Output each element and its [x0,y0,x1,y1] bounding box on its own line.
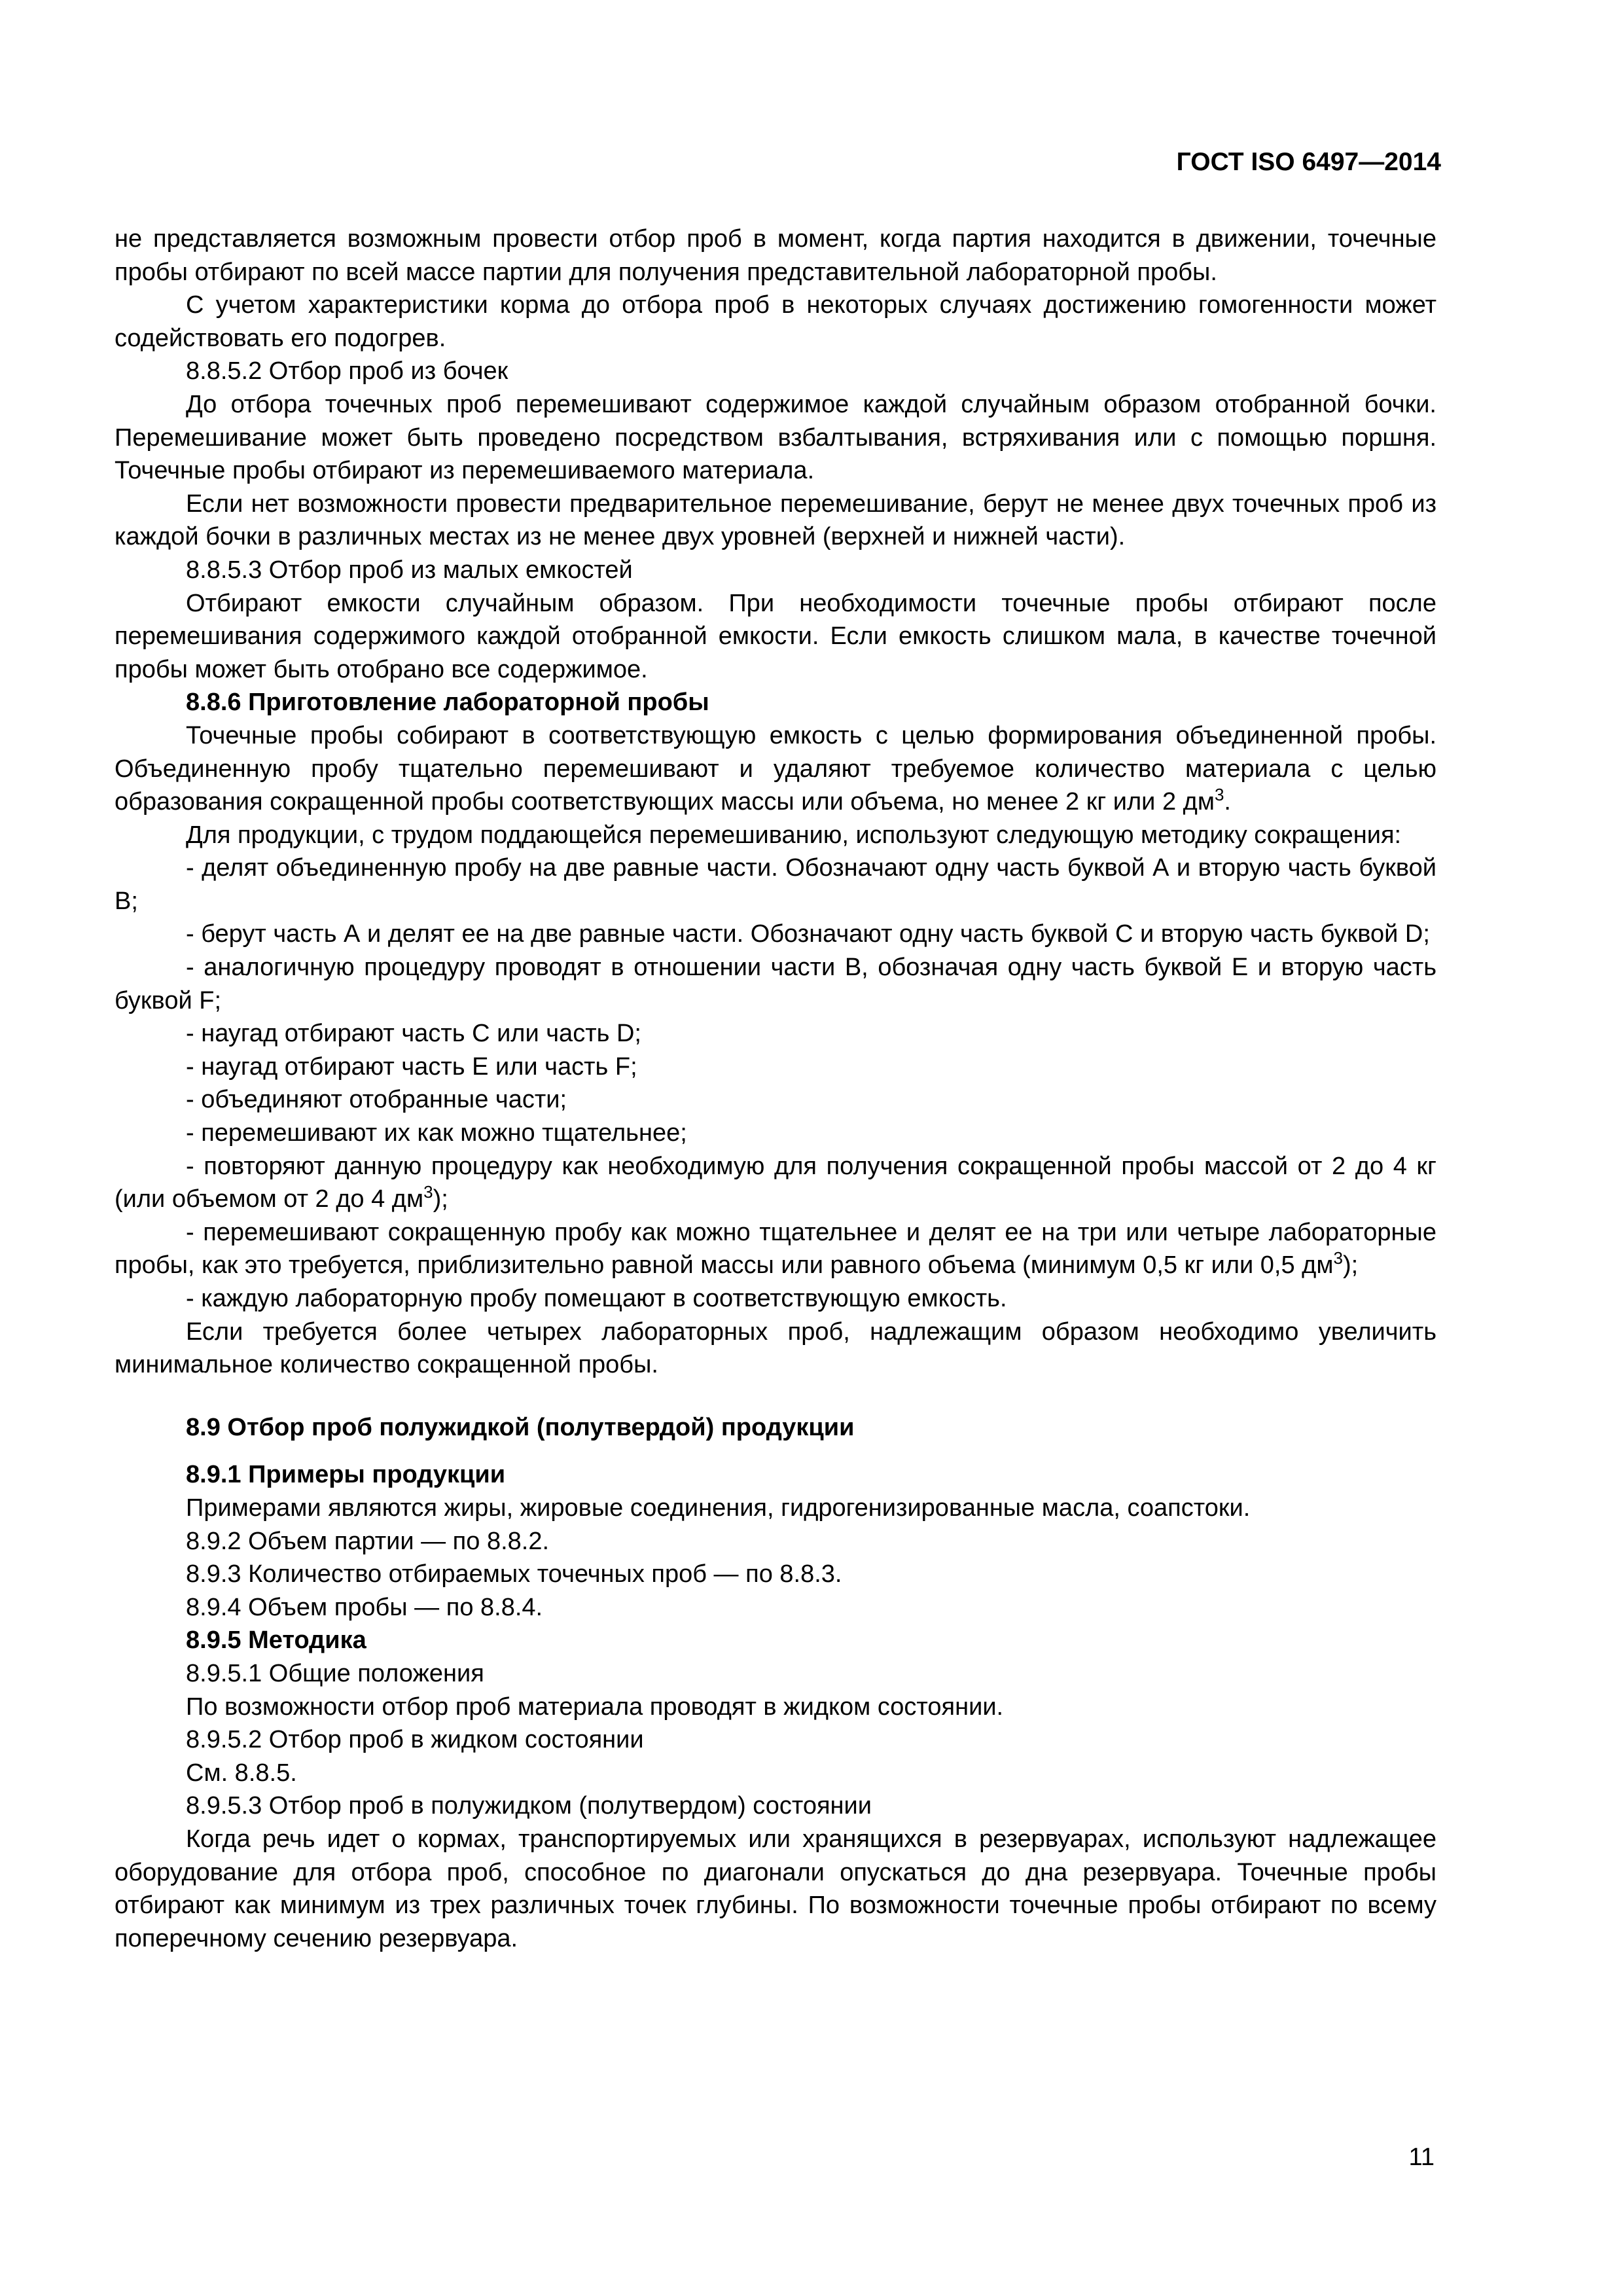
paragraph: Для продукции, с трудом поддающейся перемешиванию, используют следующую методику сокращения: [186,821,1402,849]
paragraph: Отбирают емкости случайным образом. При необходимости точечные пробы отбирают после перемешивания содержимого каждой отобранной емкости. Если емкость слишком мала, в качестве точечной пробы может быть отобрано все содержимое. [115,589,1436,683]
document-header: ГОСТ ISO 6497—2014 [1176,148,1441,176]
paragraph: С учетом характеристики корма до отбора проб в некоторых случаях достижению гомогенности может содействовать его подогрев. [115,291,1436,352]
paragraph: Если нет возможности провести предварительное перемешивание, берут не менее двух точечных проб из каждой бочки в различных местах из не менее двух уровней (верхней и нижней части). [115,490,1436,551]
subsection-heading: 8.9.5.1 Общие положения [186,1659,484,1687]
paragraph: До отбора точечных проб перемешивают содержимое каждой случайным образом отобранной бочки. Перемешивание может быть проведено посредством взбалтывания, встряхивания или с помощью поршня. Точечные пробы отбирают из перемешиваемого материала. [115,390,1436,485]
paragraph: Примерами являются жиры, жировые соединения, гидрогенизированные масла, соапстоки. [186,1494,1251,1522]
paragraph: Если требуется более четырех лабораторных проб, надлежащим образом необходимо увеличить минимальное количество сокращенной пробы. [115,1318,1436,1379]
list-item [115,1216,1436,1282]
paragraph: 8.9.2 Объем партии — по 8.8.2. [186,1527,550,1555]
subsection-heading: 8.8.5.2 Отбор проб из бочек [186,357,508,386]
superscript: 3 [1214,785,1224,805]
list-item: - делят объединенную пробу на две равные части. Обозначают одну часть буквой А и вторую часть буквой B; [115,854,1436,915]
list-item: - перемешивают их как можно тщательнее; [186,1119,687,1147]
section-heading: 8.9.5 Методика [186,1626,366,1655]
subsection-heading: 8.8.5.3 Отбор проб из малых емкостей [186,556,633,584]
paragraph: Когда речь идет о кормах, транспортируемых или хранящихся в резервуарах, используют надлежащее оборудование для отбора проб, способное по диагонали опускаться до дна резервуара. Точечные пробы отбирают как минимум из трех различных точек глубины. По возможности точечные пробы отбирают по всему поперечному сечению резервуара. [115,1825,1436,1952]
paragraph: См. 8.8.5. [186,1759,297,1787]
list-item: - берут часть А и делят ее на две равные части. Обозначают одну часть буквой С и вторую часть буквой D; [186,920,1430,948]
subsection-heading: 8.9.5.3 Отбор проб в полужидком (полутвердом) состоянии [186,1792,872,1820]
list-item [115,1150,1436,1216]
paragraph: не представляется возможным провести отбор проб в момент, когда партия находится в движении, точечные пробы отбирают по всей массе партии для получения представительной лабораторной пробы. [115,225,1436,286]
paragraph-text: Точечные пробы собирают в соответствующую емкость с целью формирования объединенной пробы. Объединенную пробу тщательно перемешивают и удаляют требуемое количество материала с целью образования сокращенной пробы соответствующих массы или объема, но менее 2 кг или 2 дм [115,721,1436,816]
list-item-text-end: ); [433,1185,448,1213]
list-item: - наугад отбирают часть Е или часть F; [186,1052,637,1081]
list-item: - каждую лабораторную пробу помещают в соответствующую емкость. [186,1285,1007,1312]
paragraph: 8.9.3 Количество отбираемых точечных проб — по 8.8.3. [186,1560,842,1588]
list-item-text: - повторяют данную процедуру как необходимую для получения сокращенной пробы массой от 2 до 4 кг (или объемом от 2 до 4 дм [115,1152,1436,1213]
page-content [115,223,1436,1955]
subsection-heading: 8.9.5.2 Отбор проб в жидком состоянии [186,1726,644,1754]
paragraph: По возможности отбор проб материала проводят в жидком состоянии. [186,1693,1004,1721]
paragraph: 8.9.4 Объем пробы — по 8.8.4. [186,1593,543,1621]
list-item-text-end: ); [1342,1251,1359,1280]
list-item: - объединяют отобранные части; [186,1086,567,1114]
superscript: 3 [1333,1248,1343,1268]
section-heading: 8.9 Отбор проб полужидкой (полутвердой) продукции [186,1413,855,1441]
list-item-text: - перемешивают сокращенную пробу как можно тщательнее и делят ее на три или четыре лабораторные пробы, как это требуется, приблизительно равной массы или равного объема (минимум 0,5 кг или 0,5 дм [115,1218,1436,1280]
list-item: - наугад отбирают часть С или часть D; [186,1020,641,1048]
page-number: 11 [1408,2144,1435,2171]
paragraph [115,719,1436,819]
section-heading: 8.9.1 Примеры продукции [186,1461,506,1489]
superscript: 3 [423,1182,433,1202]
list-item: - аналогичную процедуру проводят в отношении части В, обозначая одну часть буквой Е и вторую часть буквой F; [115,954,1436,1014]
paragraph-text-end: . [1224,788,1231,816]
section-heading: 8.8.6 Приготовление лабораторной пробы [186,689,709,717]
